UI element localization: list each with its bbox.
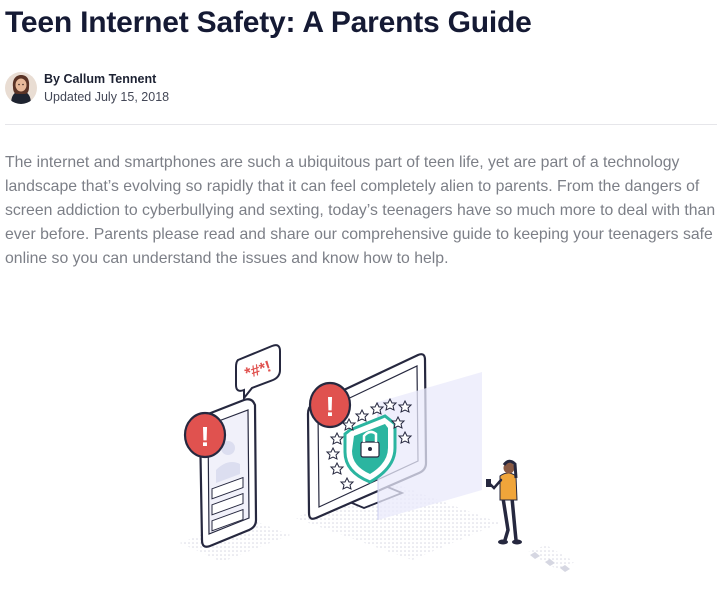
speech-bubble [236, 345, 280, 398]
updated-date: Updated July 15, 2018 [44, 90, 170, 104]
page-title: Teen Internet Safety: A Parents Guide [5, 6, 532, 39]
author-name[interactable]: By Callum Tennent [44, 72, 157, 86]
intro-paragraph: The internet and smartphones are such a ubiquitous part of teen life, yet are part of a technology landscape that’s evolving so rapidly that it can feel completely alien to parents. From the dangers of screen addiction to cyberbullying and sexting, today’s teenagers have so much more to deal with than ever before. Parents please read and share our comprehensive guide to keeping your teenagers safe online so you can understand the issues and know how to help. [5, 154, 716, 267]
phone-warning-badge-icon [185, 413, 225, 457]
svg-text:*#*!: *#*! [242, 358, 274, 383]
header-divider [5, 124, 717, 125]
svg-text:!: ! [200, 421, 210, 452]
svg-text:!: ! [325, 391, 335, 422]
hero-illustration [0, 330, 717, 601]
byline [5, 70, 169, 106]
monitor-warning-badge-icon [310, 383, 350, 427]
author-avatar[interactable] [5, 72, 37, 104]
